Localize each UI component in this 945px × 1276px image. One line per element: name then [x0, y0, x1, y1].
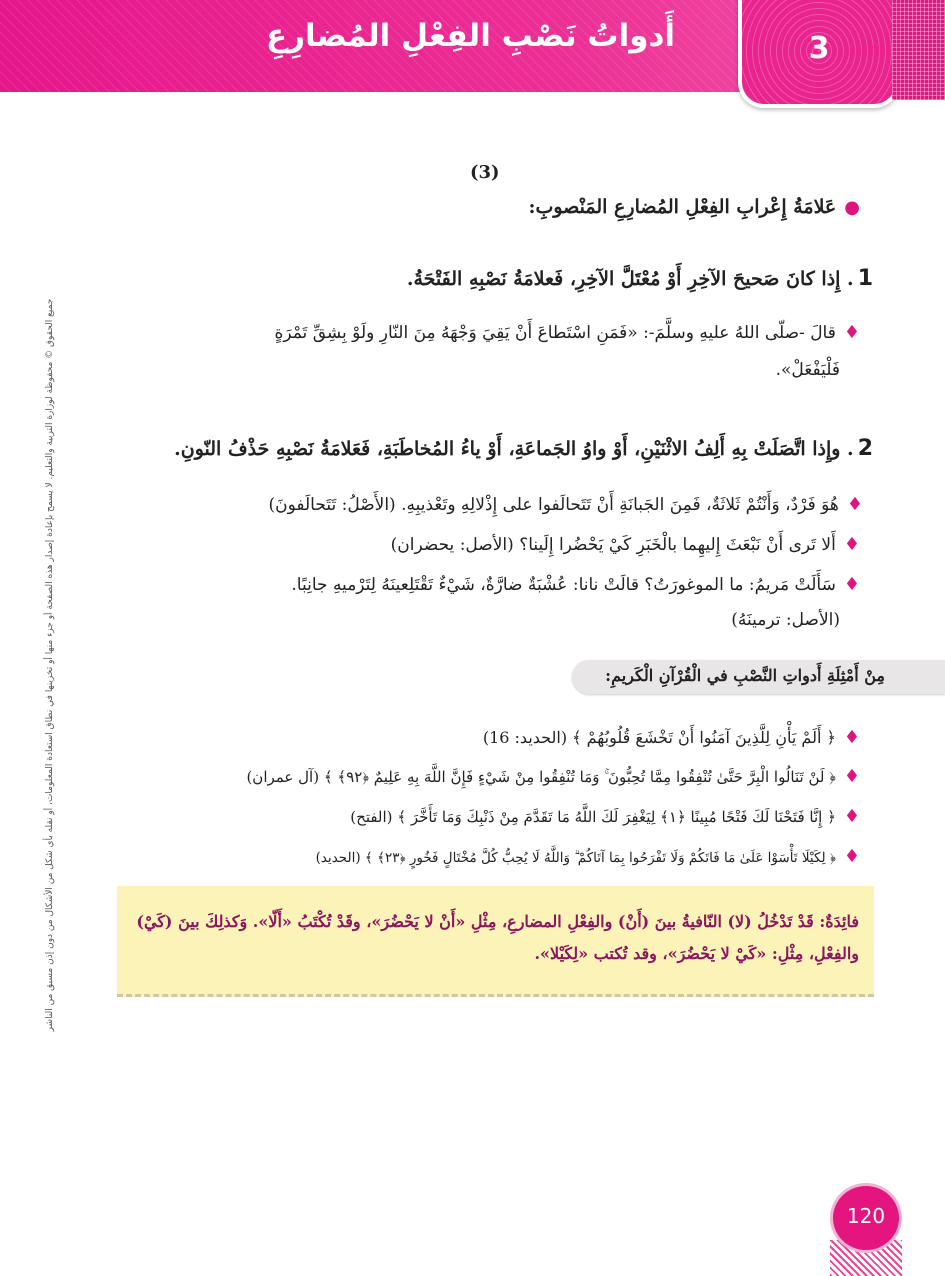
section-heading: [528, 196, 860, 218]
rule-2-example-3: ♦سَأَلَتْ مَريمُ: ما الموغورَتُ؟ قالَتْ نانا: عُشْبَةٌ ضارَّةٌ، شَيْءٌ تَقْتَلِعينَهُ لِتَرْميهِ جانِبًا.: [291, 574, 860, 595]
page-number-badge: [830, 1183, 902, 1253]
rule-2: [174, 436, 873, 461]
diamond-bullet-icon: ♦: [843, 806, 860, 827]
section-marker: (3): [470, 162, 500, 183]
rule-2-text: . وإِذا اتَّصَلَتْ بِهِ أَلِفُ الاثْنَيْنِ، أَوْ واوُ الجَماعَةِ، أَوْ ياءُ المُخاطَبَةِ، فَعَلامَةُ نَصْبِهِ حَذْفُ النّونِ.: [174, 438, 854, 460]
bullet-icon: ●: [844, 197, 860, 218]
diamond-bullet-icon: ♦: [846, 494, 863, 515]
heading-text: عَلامَةُ إِعْرابِ الفِعْلِ المُضارِعِ المَنْصوبِ:: [528, 196, 837, 218]
diamond-bullet-icon: ♦: [843, 322, 860, 343]
page-number: 120: [846, 1204, 886, 1228]
quran-verse-1: ♦﴿ أَلَمْ يَأْنِ لِلَّذِينَ آمَنُوا أَنْ تَخْشَعَ قُلُوبُهُمْ ﴾ (الحديد: 16): [482, 727, 860, 748]
quran-verse-2: ♦﴿ لَنْ تَنَالُوا الْبِرَّ حَتَّىٰ تُنْفِقُوا مِمَّا تُحِبُّونَ ۚ وَمَا تُنْفِقُوا مِنْ شَيْءٍ فَإِنَّ اللَّهَ بِهِ عَلِيمٌ ﴿٩٢﴾ ﴾ (آل عمران): [246, 766, 860, 787]
quran-section-title: مِنْ أَمْثِلَةِ أَدواتِ النَّصْبِ في الْقُرْآنِ الْكَريمِ:: [605, 666, 885, 685]
rule-1-example-line1: قالَ -صلّى اللهُ عليهِ وسلَّمَ-: «فَمَنِ اسْتَطاعَ أَنْ يَقِيَ وَجْهَهُ مِنَ النّارِ ولَوْ بِشِقِّ تَمْرَةٍ: [274, 323, 836, 343]
chapter-number: 3: [808, 31, 830, 66]
rule-2-example-3-note: (الأصل: ترمينَهُ): [731, 610, 840, 630]
diamond-bullet-icon: ♦: [843, 727, 860, 748]
copyright-note: [44, 300, 56, 1030]
rule-1-text: . إِذا كانَ صَحيحَ الآخِرِ أَوْ مُعْتَلَّ الآخِرِ، فَعلامَةُ نَصْبِهِ الفَتْحَةُ.: [406, 268, 854, 290]
header-pattern-strip: [892, 0, 945, 100]
diamond-bullet-icon: ♦: [843, 766, 860, 787]
quran-section-label: [572, 660, 945, 694]
note-text: فائِدَةٌ: قَدْ تَدْخُلُ (لا) النّافيةُ بينَ (أَنْ) والفِعْلِ المضارعِ، مِثْلِ «أَنْ لا يَحْضُرَ»، وقَدْ تُكْتَبُ «أَلّا». وَكذلِكَ بينَ (كَيْ) والفِعْلِ، مِثْلِ: «كَيْ لا يَحْضُرَ»، وقد تُكتب «لِكَيْلا».: [136, 912, 859, 963]
rule-1-example-line2: فَلْيَفْعَلْ».: [775, 360, 840, 380]
rule-1-example: [274, 322, 860, 343]
diamond-bullet-icon: ♦: [843, 846, 860, 867]
rule-1-number: 1: [857, 266, 873, 291]
diamond-bullet-icon: ♦: [843, 574, 860, 595]
lesson-title: أَدواتُ نَصْبِ الفِعْلِ المُضارِعِ: [266, 18, 675, 54]
rule-2-number: 2: [857, 436, 873, 461]
rule-2-example-1: ♦هُوَ فَرْدٌ، وَأَنْتُمْ ثَلاثَةٌ، فَمِنَ الجَبانَةِ أَنْ تَتَحالَفوا على إِذْلالِهِ وتَعْذيبِهِ. (الأَصْلُ: تَتَحالَفونَ): [268, 494, 863, 515]
copyright-text: جميع الحقوق © محفوظة لوزارة التربية والتعليم. لا يسمح بإعادة إصدار هذه الصفحة أو جزء منها أو تخزينها في نطاق استعادة المعلومات، أو نقله بأي شكل من الأشكال من دون إذن مسبق من الناشر: [45, 298, 55, 1032]
rule-2-example-2: ♦أَلا تَرى أَنْ نَبْعَثَ إِليهِما بالْخَبَرِ كَيْ يَحْضُرا إِلَينا؟ (الأصل: يحضران): [390, 534, 860, 555]
quran-verse-4: ♦﴿ لِكَيْلَا تَأْسَوْا عَلَىٰ مَا فَاتَكُمْ وَلَا تَفْرَحُوا بِمَا آتَاكُمْ ۗ وَاللَّهُ لَا يُحِبُّ كُلَّ مُخْتَالٍ فَخُورٍ ﴿٢٣﴾ ﴾ (الحديد): [315, 846, 860, 867]
rule-1: [407, 266, 873, 291]
quran-verse-3: ♦﴿ إِنَّا فَتَحْنَا لَكَ فَتْحًا مُبِينًا ﴿١﴾ لِيَغْفِرَ لَكَ اللَّهُ مَا تَقَدَّمَ مِنْ ذَنْبِكَ وَمَا تَأَخَّرَ ﴾ (الفتح): [350, 806, 860, 827]
diamond-bullet-icon: ♦: [843, 534, 860, 555]
chapter-tab: [738, 0, 900, 108]
note-box: [117, 886, 874, 997]
